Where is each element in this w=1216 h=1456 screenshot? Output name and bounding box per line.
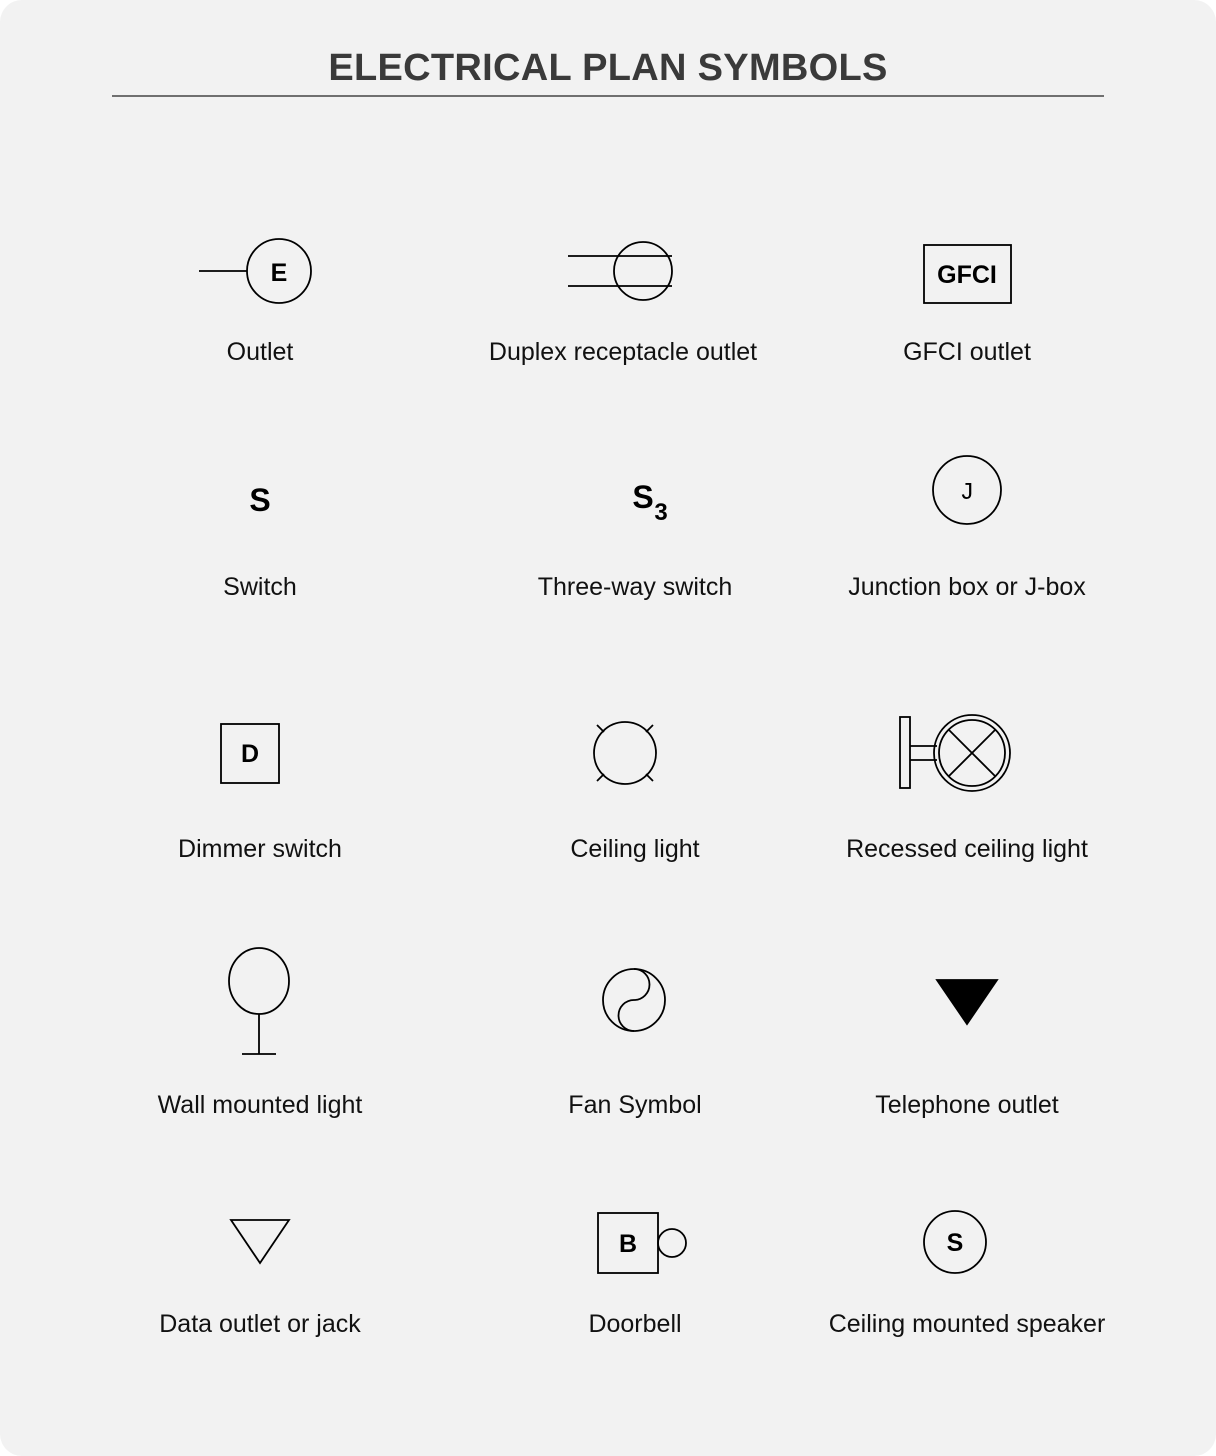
svg-text:GFCI: GFCI (937, 261, 997, 289)
telephone-outlet-icon (937, 980, 997, 1024)
svg-text:S: S (249, 482, 271, 518)
ceiling-light-icon (594, 722, 656, 784)
data-outlet-icon (231, 1220, 289, 1263)
symbol-label-doorbell: Doorbell (588, 1310, 682, 1338)
svg-text:D: D (240, 740, 260, 768)
symbol-label-ceiling-speaker: Ceiling mounted speaker (828, 1310, 1106, 1338)
symbol-label-junction-box: Junction box or J-box (848, 573, 1086, 601)
dimmer-switch-icon (221, 724, 279, 783)
symbol-label-switch: Switch (223, 573, 297, 601)
symbol-label-fan: Fan Symbol (568, 1091, 702, 1119)
gfci-outlet-icon (924, 245, 1011, 303)
svg-text:J: J (959, 480, 975, 507)
symbol-label-wall-mounted-light: Wall mounted light (157, 1091, 363, 1119)
symbol-label-data-outlet: Data outlet or jack (159, 1310, 361, 1338)
recessed-ceiling-light-icon (900, 715, 1010, 791)
svg-text:S: S (946, 1229, 964, 1257)
symbol-label-ceiling-light: Ceiling light (570, 835, 700, 863)
symbol-label-telephone-outlet: Telephone outlet (875, 1091, 1059, 1119)
junction-box-icon (933, 456, 1001, 524)
switch-icon (249, 482, 270, 518)
fan-icon (603, 969, 665, 1031)
svg-text:3: 3 (654, 499, 668, 526)
svg-text:B: B (618, 1230, 638, 1258)
page-title: ELECTRICAL PLAN SYMBOLS (328, 47, 888, 89)
symbol-label-dimmer-switch: Dimmer switch (178, 835, 342, 863)
wall-mounted-light-icon (229, 948, 289, 1054)
ceiling-speaker-icon (924, 1211, 986, 1273)
doorbell-icon (598, 1213, 686, 1273)
symbol-label-duplex-receptacle: Duplex receptacle outlet (488, 338, 758, 366)
outlet-icon (199, 239, 311, 303)
duplex-receptacle-icon (568, 242, 672, 300)
symbol-label-three-way-switch: Three-way switch (537, 573, 733, 601)
symbol-label-recessed-ceiling-light: Recessed ceiling light (846, 835, 1088, 863)
svg-text:E: E (270, 259, 288, 287)
symbol-label-gfci-outlet: GFCI outlet (903, 338, 1031, 366)
symbol-label-outlet: Outlet (226, 338, 294, 366)
svg-text:S: S (632, 479, 654, 515)
three-way-switch-icon (632, 479, 667, 526)
